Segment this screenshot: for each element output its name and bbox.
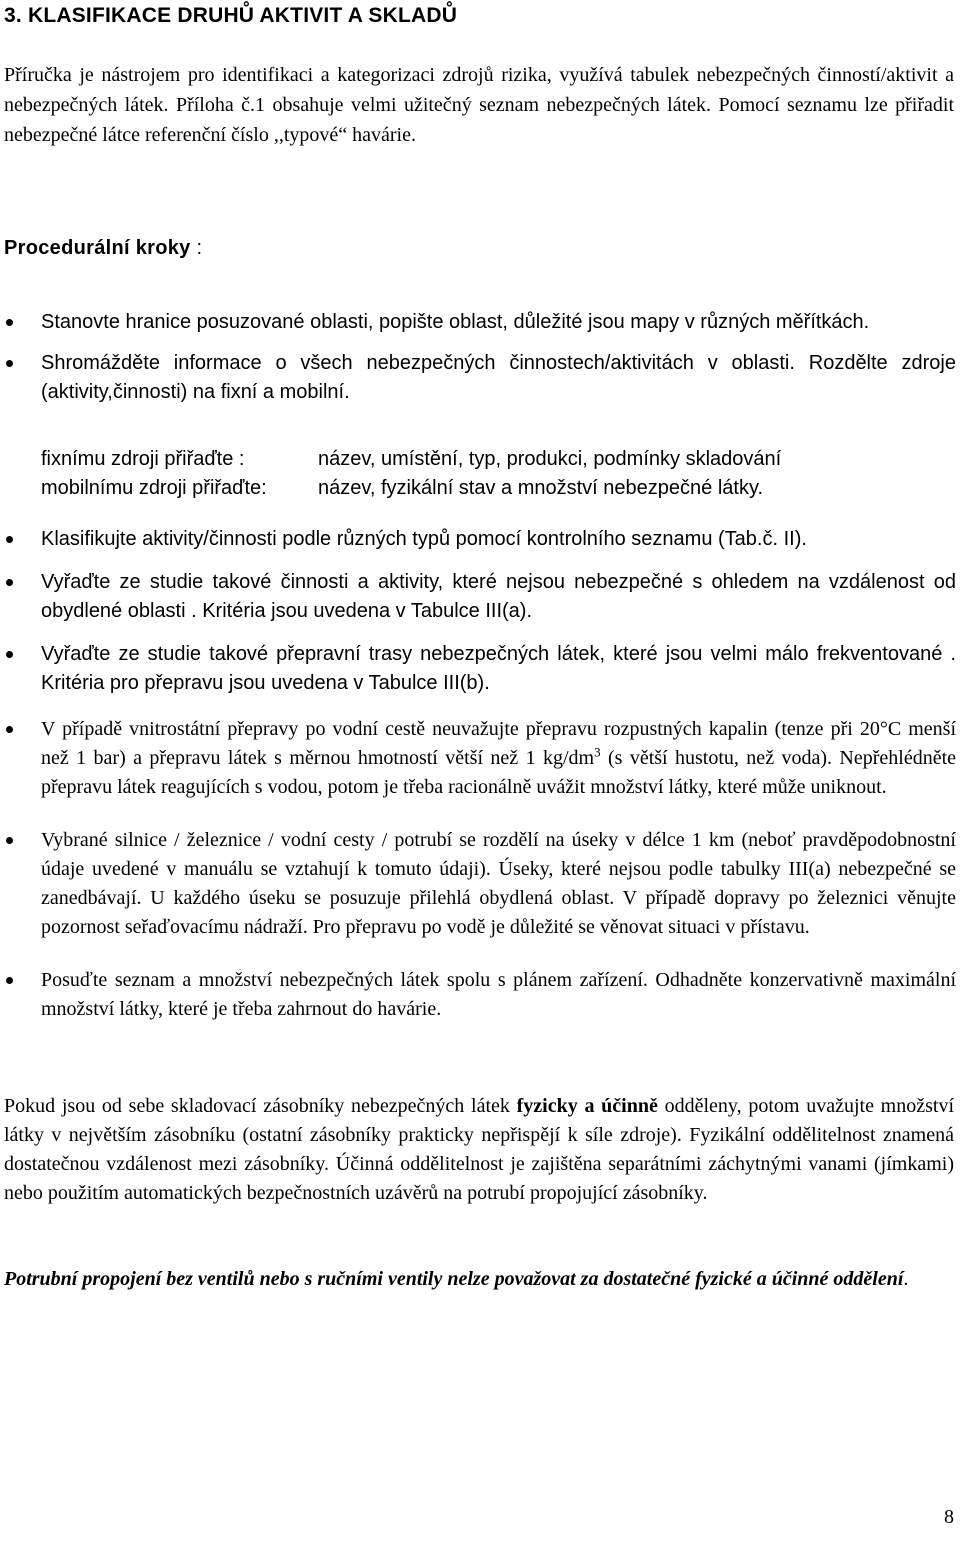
storage-paragraph: [4, 1092, 954, 1208]
bullet-icon: [6, 319, 13, 326]
page-number: 8: [944, 1506, 954, 1528]
list-item: [0, 715, 960, 802]
list-item-text: Vyřaďte ze studie takové přepravní trasy nebezpečných látek, které jsou velmi málo frekventované . Kritéria pro přepravu jsou uvedena v Tabulce III(b).: [41, 643, 956, 694]
intro-paragraph: Příručka je nástrojem pro identifikaci a kategorizaci zdrojů rizika, využívá tabulek nebezpečných činností/aktivit a nebezpečných látek. Příloha č.1 obsahuje velmi užitečný seznam nebezpečných látek. Pomocí seznamu lze přiřadit nebezpečné látce referenční číslo ,,typové“ havárie.: [4, 64, 954, 146]
list-item: [0, 349, 960, 407]
list-item: [0, 640, 960, 698]
storage-paragraph-bold: fyzicky a účinně: [516, 1095, 658, 1117]
procedure-title: Procedurální kroky: [4, 237, 191, 259]
procedure-steps-list-continued: [0, 525, 960, 1024]
bullet-icon: [6, 579, 13, 586]
list-item-text: Posuďte seznam a množství nebezpečných látek spolu s plánem zařízení. Odhadněte konzervativně maximální množství látky, které je třeba zahrnout do havárie.: [41, 969, 956, 1020]
pipe-note-paragraph: [4, 1265, 954, 1294]
storage-paragraph-text: Pokud jsou od sebe skladovací zásobníky nebezpečných látek: [4, 1095, 517, 1117]
procedure-heading: [4, 237, 202, 260]
pipe-note-text: Potrubní propojení bez ventilů nebo s ručními ventily nelze považovat za dostatečné fyzické a účinné oddělení: [4, 1268, 904, 1290]
storage-paragraph-text-end: odděleny, potom uvažujte množství látky v největším zásobníku (ostatní zásobníky prakticky nepřispějí k síle zdroje). Fyzikální oddělitelnost znamená dostatečnou vzdálenost mezi zásobníky. Účinná oddělitelnost je zajištěna separátními záchytnými vanami (jímkami) nebo použitím automatických bezpečnostních uzávěrů na potrubí propojující zásobníky.: [4, 1095, 955, 1204]
list-item: [0, 308, 960, 337]
fixed-source-label: fixnímu zdroji přiřaďte :: [41, 448, 245, 470]
list-item: [0, 525, 960, 554]
list-item: [0, 568, 960, 626]
list-item-text-continued: (s větší hustotu, než voda). Nepřehlédněte přepravu látek reagujících s vodou, potom je třeba racionálně uvážit množství látky, které může uniknout.: [41, 747, 957, 798]
list-item-text: Shromážděte informace o všech nebezpečných činnostech/aktivitách v oblasti. Rozdělte zdroje (aktivity,činnosti) na fixní a mobilní.: [41, 352, 956, 403]
list-item-text: V případě vnitrostátní přepravy po vodní cestě neuvažujte přepravu rozpustných kapalin (tenze při 20°C menší než 1 bar) a přepravu látek s měrnou hmotností větší než 1 kg/dm: [41, 718, 956, 769]
list-item-text: Stanovte hranice posuzované oblasti, popište oblast, důležité jsou mapy v různých měřítkách.: [41, 311, 870, 333]
procedure-steps-list: [0, 308, 960, 407]
pipe-note-period: .: [903, 1268, 909, 1290]
bullet-icon: [6, 726, 13, 733]
list-item: [0, 966, 960, 1024]
bullet-icon: [6, 977, 13, 984]
section-heading: 3. KLASIFIKACE DRUHŮ AKTIVIT A SKLADŮ: [4, 4, 458, 27]
list-item: [0, 826, 960, 942]
superscript: 3: [594, 744, 601, 760]
fixed-source-value: název, umístění, typ, produkci, podmínky skladování: [318, 448, 782, 470]
mobile-source-label: mobilnímu zdroji přiřaďte:: [41, 477, 267, 499]
list-item-text: Vyřaďte ze studie takové činnosti a aktivity, které nejsou nebezpečné s ohledem na vzdálenost od obydlené oblasti . Kritéria jsou uvedena v Tabulce III(a).: [41, 571, 956, 622]
bullet-icon: [6, 536, 13, 543]
list-item-text: Vybrané silnice / železnice / vodní cesty / potrubí se rozdělí na úseky v délce 1 km (neboť pravděpodobnostní údaje uvedené v manuálu se vztahují k tomuto údaji). Úseky, které nejsou podle tabulky III(a) nebezpečné se zanedbávají. U každého úseku se posuzuje přilehlá obydlená oblast. V případě dopravy po železnici věnujte pozornost seřaďovacímu nádraží. Pro přepravu po vodě je důležité se věnovat situaci v přístavu.: [41, 829, 956, 938]
bullet-icon: [6, 651, 13, 658]
source-assignment-grid: [41, 445, 781, 503]
bullet-icon: [6, 837, 13, 844]
bullet-icon: [6, 360, 13, 367]
list-item-text: Klasifikujte aktivity/činnosti podle různých typů pomocí kontrolního seznamu (Tab.č. II).: [41, 528, 807, 550]
procedure-colon: :: [190, 237, 203, 259]
mobile-source-value: název, fyzikální stav a množství nebezpečné látky.: [318, 477, 764, 499]
